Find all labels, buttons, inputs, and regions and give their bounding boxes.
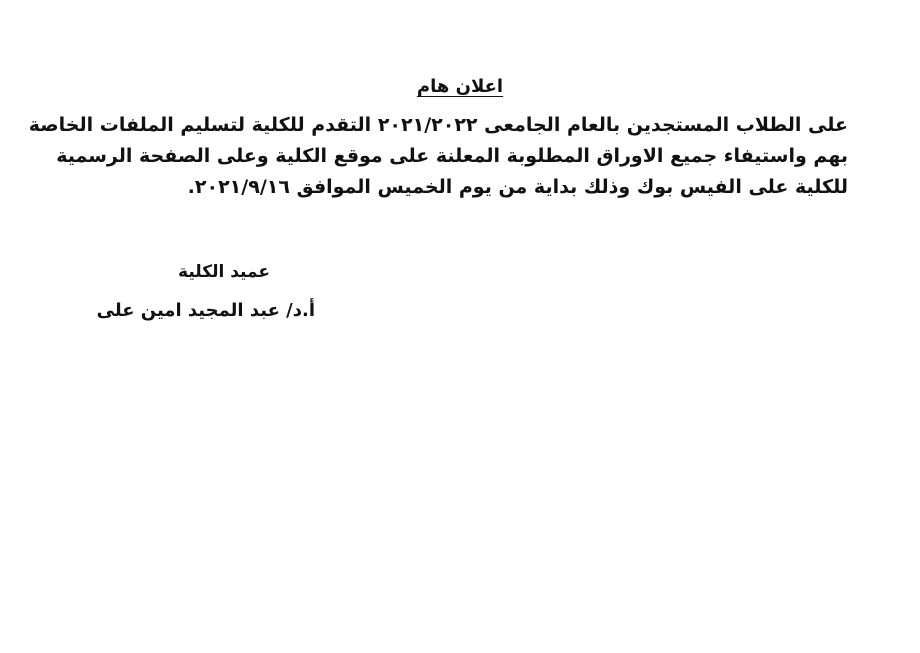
announcement-title-text: اعلان هام <box>416 76 504 97</box>
signatory-position: عميد الكلية <box>178 262 270 282</box>
announcement-body <box>28 110 848 203</box>
body-line: على الطلاب المستجدين بالعام الجامعى ٢٠٢١/٢٠٢٢ التقدم للكلية لتسليم الملفات الخاصة <box>28 114 848 136</box>
signatory-name: أ.د/ عبد المجيد امين على <box>96 300 315 321</box>
body-line: للكلية على الفيس بوك وذلك بداية من يوم الخميس الموافق ٢٠٢١/٩/١٦. <box>187 176 848 198</box>
announcement-title <box>0 76 920 97</box>
body-line: بهم واستيفاء جميع الاوراق المطلوبة المعلنة على موقع الكلية وعلى الصفحة الرسمية <box>56 145 848 167</box>
